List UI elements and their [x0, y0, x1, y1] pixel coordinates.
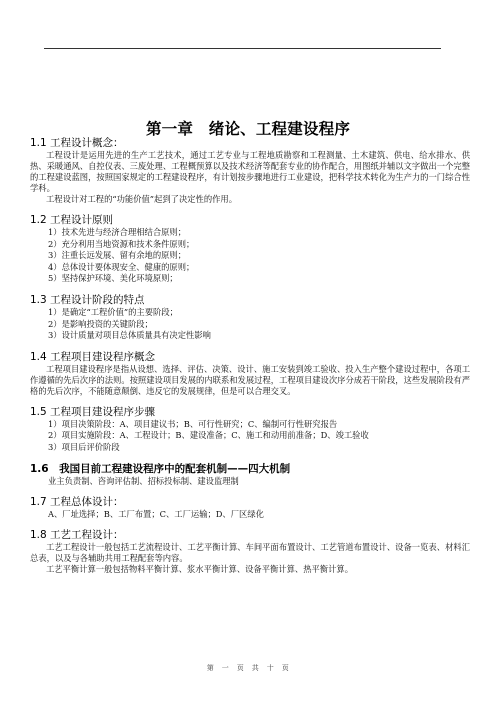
header-rule — [44, 48, 441, 49]
paragraph: A、厂址选择；B、工厂布置；C、工厂运输；D、厂区绿化 — [48, 508, 264, 519]
list-item: 1）项目决策阶段：A、项目建议书；B、可行性研究；C、编制可行性研究报告 — [48, 418, 338, 429]
section-1-1 — [30, 137, 470, 205]
section-heading: 1.3 工程设计阶段的特点 — [30, 293, 145, 306]
section-heading: 1.5 工程项目建设程序步骤 — [30, 405, 156, 418]
list-item: 2）充分利用当地资源和技术条件原则； — [48, 238, 195, 249]
list-item: 3）项目后评价阶段 — [48, 441, 120, 452]
section-1-2 — [30, 214, 470, 285]
section-1-3 — [30, 294, 470, 342]
chapter-title: 第一章 绪论、工程建设程序 — [145, 120, 351, 138]
list-item: 1）技术先进与经济合理相结合原则； — [48, 227, 187, 237]
list-item: 2）是影响投资的关键阶段； — [48, 318, 153, 329]
paragraph: 工程设计是运用先进的生产工艺技术，通过工艺专业与工程地质勘察和工程测量、土木建筑、供电、给水排水、供热、采暖通风、自控仪表、三废处理、工程概预算以及技术经济等配套专业的协作配合，用图纸并辅以文字做出一个完整的工程建设蓝图，按照国家规定的工程建设程序，有计划按步骤地进行工业建设，把科学技术转化为生产力的一门综合性学科。 — [30, 150, 470, 193]
paragraph: 工程设计对工程的“功能价值”起到了决定性的作用。 — [46, 194, 238, 204]
section-1-5 — [30, 406, 470, 454]
page-footer: 第 一 页 共 十 页 — [206, 664, 290, 672]
list-item: 4）总体设计要体现安全、健康的原则； — [48, 261, 195, 272]
paragraph: 工艺工程设计一般包括工艺流程设计、工艺平衡计算、车间平面布置设计、工艺管道布置设计、设备一览表、材料汇总表，以及与各辅助共用工程配套等内容。 — [30, 541, 470, 563]
section-1-6 — [30, 463, 470, 487]
paragraph: 业主负责制、咨询评估制、招标投标制、建设监理制 — [48, 475, 239, 486]
section-1-7 — [30, 496, 470, 520]
list-item: 1）是确定“工程价值”的主要阶段； — [48, 306, 178, 317]
section-heading: 1.6 我国目前工程建设程序中的配套机制——四大机制 — [30, 462, 291, 475]
list-item: 3）注重长远发展、留有余地的原则； — [48, 250, 187, 261]
list-item: 3）设计质量对项目总体质量具有决定性影响 — [48, 330, 211, 341]
section-1-8 — [30, 529, 470, 575]
section-heading: 1.2 工程设计原则 — [30, 214, 114, 226]
paragraph: 工艺平衡计算一般包括物料平衡计算、浆水平衡计算、设备平衡计算、热平衡计算。 — [46, 563, 353, 574]
content-body — [30, 137, 470, 575]
section-heading: 1.8 工艺工程设计： — [30, 528, 124, 541]
list-item: 2）项目实施阶段：A、工程设计；B、建设准备；C、施工和动用前准备；D、竣工验收 — [48, 430, 369, 441]
section-heading: 1.1 工程设计概念： — [30, 137, 124, 149]
section-1-4 — [30, 351, 470, 397]
section-heading: 1.7 工程总体设计： — [30, 495, 124, 508]
list-item: 5）坚持保护环境、美化环境原则； — [48, 273, 178, 284]
section-heading: 1.4 工程项目建设程序概念 — [30, 350, 156, 363]
paragraph: 工程项目建设程序是指从设想、选择、评估、决策、设计、施工安装到竣工验收、投入生产整个建设过程中，各项工作遵循的先后次序的法则。按照建设项目发展的内联系和发展过程，工程项目建设次序分成若干阶段，这些发展阶段有严格的先后次序，不能随意颠倒、违反它的发展规律，但是可以合理交叉。 — [30, 363, 470, 396]
